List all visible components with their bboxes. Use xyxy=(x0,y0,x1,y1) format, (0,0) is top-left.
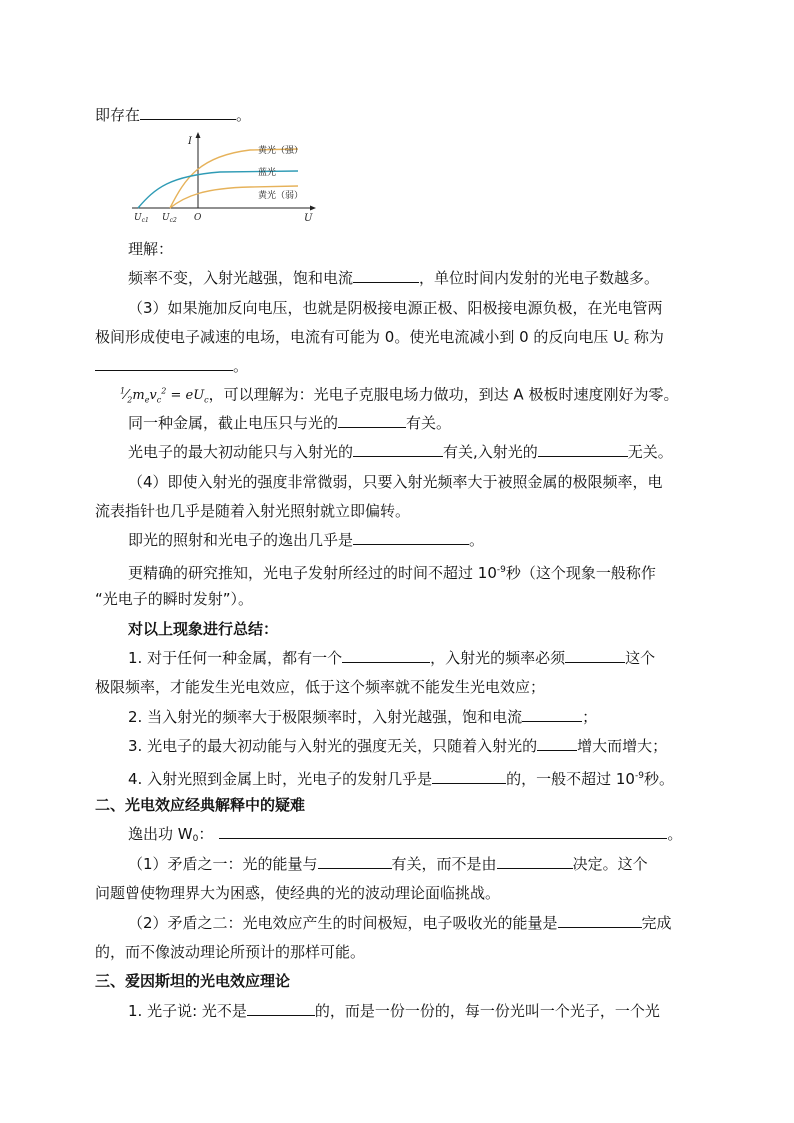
text: 无关。 xyxy=(627,443,673,461)
answer-blank xyxy=(565,648,625,663)
text: 的，一般不超过 10 xyxy=(506,770,635,788)
section-heading-3 xyxy=(95,971,290,991)
text-line xyxy=(128,413,451,433)
answer-blank xyxy=(497,854,573,869)
text-line xyxy=(128,530,484,550)
curve-label-strong: 黄光（强） xyxy=(258,146,304,156)
text: 即存在 xyxy=(95,106,141,124)
uc1-label: $U_{c1}$ xyxy=(134,213,149,224)
text-line xyxy=(128,736,667,756)
text: ： xyxy=(198,825,214,843)
text-line xyxy=(128,766,674,789)
text-line xyxy=(128,854,648,874)
text: 3. 光电子的最大初动能与入射光的强度无关，只随着入射光的 xyxy=(128,737,538,755)
text: 秒（这个现象一般称作 xyxy=(505,564,656,582)
text: ，可以理解为：光电子克服电场力做功，到达 A 极板时速度刚好为零。 xyxy=(208,385,679,404)
answer-blank xyxy=(537,736,577,751)
text: 增大而增大； xyxy=(577,737,668,755)
text: 2. 当入射光的频率大于极限频率时，入射光越强，饱和电流 xyxy=(128,708,523,726)
text-line xyxy=(128,239,173,259)
text: 。 xyxy=(469,531,485,549)
text: 理解： xyxy=(128,240,174,258)
answer-blank xyxy=(247,1001,315,1016)
y-axis-arrow-icon xyxy=(196,132,201,138)
text: 称为 xyxy=(629,328,664,346)
text-line xyxy=(95,356,248,376)
answer-blank xyxy=(353,442,443,457)
text: “光电子的瞬时发射”）。 xyxy=(95,590,254,608)
text: 1. 光子说: 光不是 xyxy=(128,1002,247,1020)
superscript: -9 xyxy=(496,565,506,575)
text: 同一种金属，截止电压只与光的 xyxy=(128,414,339,432)
text: 光电子的最大初动能只与入射光的 xyxy=(128,443,354,461)
photoelectric-iu-graph xyxy=(130,128,330,228)
text: （3）如果施加反向电压，也就是阴极接电源正极、阳极接电源负极，在光电管两 xyxy=(128,299,663,317)
text-line xyxy=(128,560,656,583)
text: 的，而是一份一份的，每一份光叫一个光子，一个光 xyxy=(314,1002,660,1020)
curve-label-weak: 黄光（弱） xyxy=(258,191,304,201)
text: ； xyxy=(582,708,598,726)
uc2-label: $U_{c2}$ xyxy=(162,213,177,224)
text-line xyxy=(128,707,597,727)
text-line xyxy=(95,883,500,903)
subscript: 0 xyxy=(192,834,199,844)
text-line xyxy=(128,298,663,318)
text: 有关。 xyxy=(406,414,452,432)
text-line xyxy=(128,913,672,933)
formula-kinetic-energy: $^1⁄_2m_ev_c^2 = eU_c$ xyxy=(120,387,209,405)
answer-blank xyxy=(342,648,430,663)
text: 。 xyxy=(236,106,252,124)
text-line xyxy=(128,824,682,849)
text: 的，而不像波动理论所预计的那样可能。 xyxy=(95,943,366,961)
text-line xyxy=(95,327,664,352)
text-line xyxy=(120,382,678,411)
section-heading-2 xyxy=(95,795,305,815)
text-line xyxy=(128,442,673,462)
origin-label: O xyxy=(194,213,202,223)
text: 极间形成使电子减速的电场，电流有可能为 0。使光电流减小到 0 的反向电压 U xyxy=(95,328,625,346)
text: 流表指针也几乎是随着入射光照射就立即偏转。 xyxy=(95,502,411,520)
text: ，单位时间内发射的光电子数越多。 xyxy=(419,269,660,287)
y-axis-label: I xyxy=(188,136,192,147)
text-line xyxy=(95,677,545,697)
text: 逸出功 W xyxy=(128,825,193,843)
text-line xyxy=(128,268,659,288)
text-line xyxy=(95,501,410,521)
text: 秒。 xyxy=(643,770,674,788)
text-line xyxy=(128,472,663,492)
text: 三、爱因斯坦的光电效应理论 xyxy=(95,972,291,990)
text: （4）即使入射光的强度非常微弱，只要入射光频率大于被照金属的极限频率，电 xyxy=(128,473,663,491)
text: 问题曾使物理界大为困惑，使经典的光的波动理论面临挑战。 xyxy=(95,884,501,902)
text: 完成 xyxy=(641,914,672,932)
text: 决定。这个 xyxy=(572,855,648,873)
answer-blank xyxy=(219,824,667,839)
answer-blank xyxy=(318,854,392,869)
curve-label-blue: 蓝光 xyxy=(258,168,277,178)
text-line xyxy=(95,105,251,125)
superscript: -9 xyxy=(634,771,644,781)
text: 。 xyxy=(667,825,683,843)
section-summary-heading xyxy=(128,619,278,639)
answer-blank xyxy=(338,413,406,428)
text: 更精确的研究推知，光电子发射所经过的时间不超过 10 xyxy=(128,564,497,582)
x-axis-label: U xyxy=(304,213,313,224)
text: 二、光电效应经典解释中的疑难 xyxy=(95,796,306,814)
subscript: c xyxy=(624,337,630,347)
text-line xyxy=(128,648,655,668)
text: 对以上现象进行总结： xyxy=(128,620,279,638)
answer-blank xyxy=(538,442,628,457)
text: 有关,入射光的 xyxy=(443,443,538,461)
x-axis-arrow-icon xyxy=(310,206,316,211)
text: 极限频率，才能发生光电效应，低于这个频率就不能发生光电效应； xyxy=(95,678,546,696)
text: 这个 xyxy=(625,649,656,667)
text: 4. 入射光照到金属上时，光电子的发射几乎是 xyxy=(128,770,433,788)
text: 。 xyxy=(233,357,249,375)
answer-blank xyxy=(522,707,582,722)
answer-blank xyxy=(432,769,506,784)
text: 有关，而不是由 xyxy=(391,855,497,873)
text: （2）矛盾之二：光电效应产生的时间极短，电子吸收光的能量是 xyxy=(128,914,558,932)
answer-blank xyxy=(140,105,236,120)
text: 频率不变，入射光越强，饱和电流 xyxy=(128,269,354,287)
answer-blank xyxy=(353,530,469,545)
text-line xyxy=(95,942,365,962)
text: （1）矛盾之一：光的能量与 xyxy=(128,855,318,873)
text-line xyxy=(95,589,253,609)
text: ，入射光的频率必须 xyxy=(430,649,566,667)
answer-blank xyxy=(558,913,642,928)
text: 1. 对于任何一种金属，都有一个 xyxy=(128,649,343,667)
answer-blank xyxy=(353,268,419,283)
text: 即光的照射和光电子的逸出几乎是 xyxy=(128,531,354,549)
answer-blank xyxy=(95,356,233,371)
text-line xyxy=(128,1001,660,1021)
